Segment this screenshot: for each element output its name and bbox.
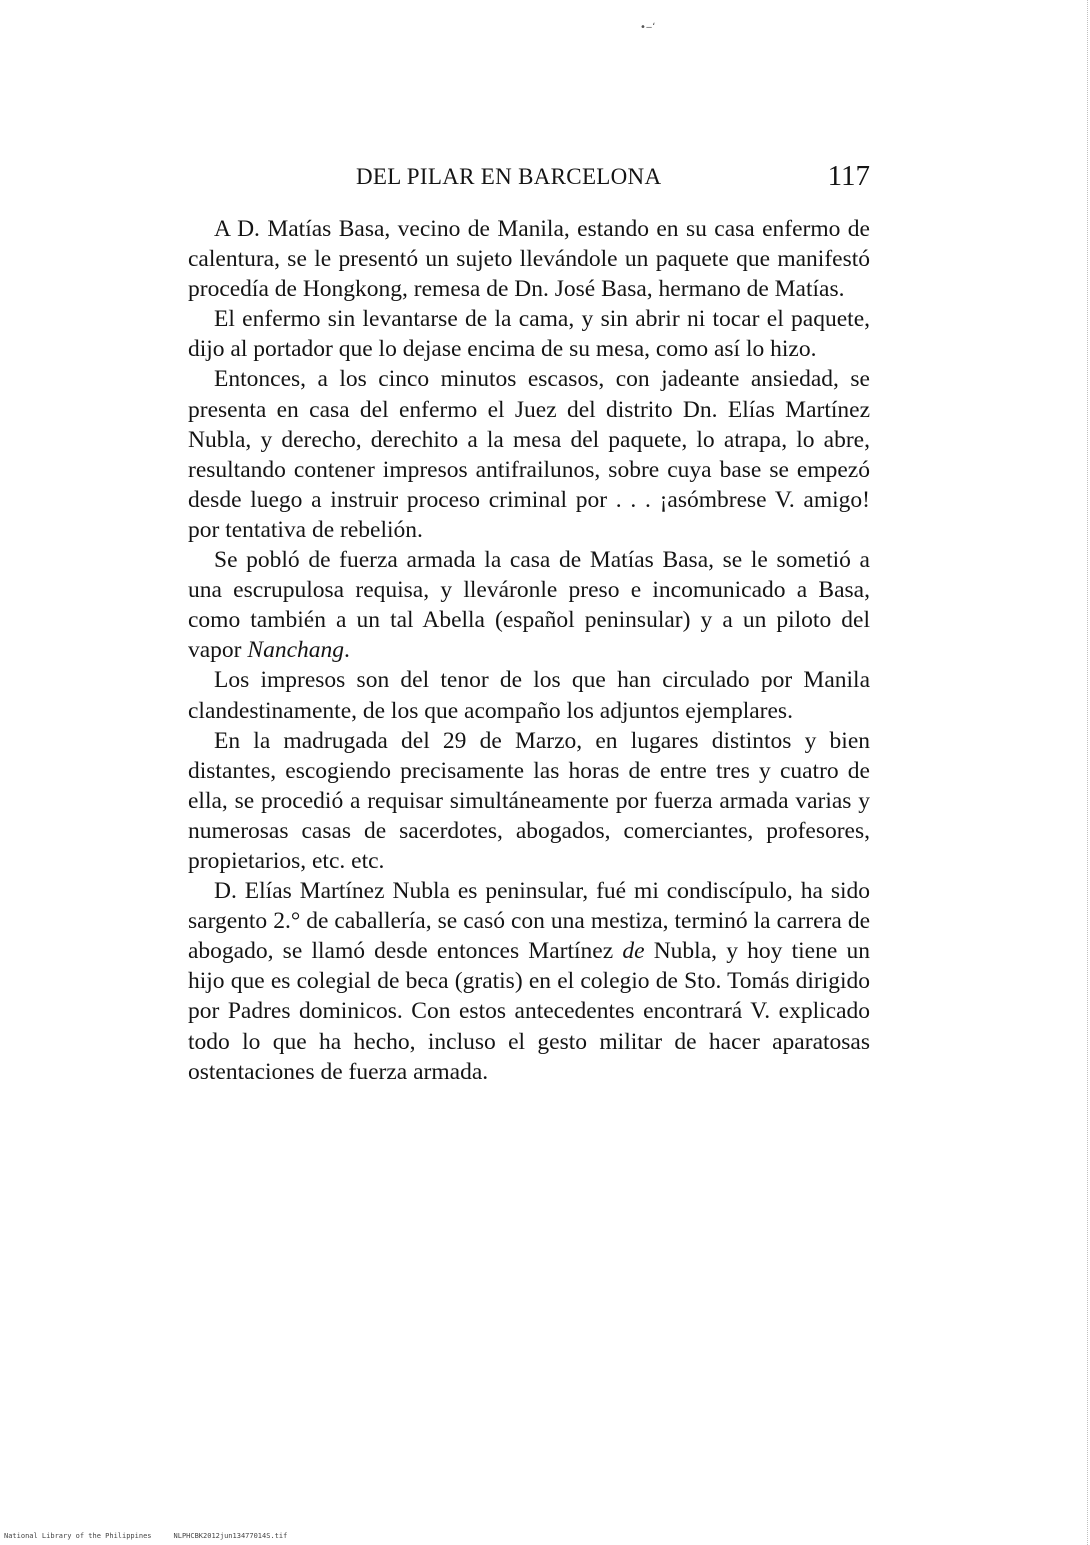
- paragraph-4-text-after: .: [344, 637, 350, 664]
- page-edge-dotted-line: [1087, 0, 1088, 1545]
- paragraph-4: [188, 545, 870, 665]
- footer-file-id: NLPHCBK2012jun13477014S.tif: [173, 1532, 288, 1540]
- running-title: DEL PILAR EN BARCELONA: [356, 164, 662, 189]
- paragraph-7-italic-word: de: [622, 938, 645, 965]
- paragraph-1: A D. Matías Basa, vecino de Manila, estando en su casa enfermo de calentura, se le presentó un sujeto llevándole un paquete que manifestó procedía de Hongkong, remesa de Dn. José Basa, hermano de Matías.: [188, 216, 870, 303]
- scan-artifact-mark: •‒ʻ: [640, 22, 656, 33]
- paragraph-5: Los impresos son del tenor de los que han circulado por Manila clandestinamente, de los que acompaño los adjuntos ejemplares.: [188, 667, 870, 724]
- scan-footer: [4, 1532, 287, 1540]
- paragraph-7-text-after: Nubla, y hoy tiene un hijo que es colegial de beca (gratis) en el colegio de Sto. Tomás dirigido por Padres dominicos. Con estos antecedentes encontrará V. explicado todo lo que ha hecho, incluso el gesto militar de hacer aparatosas ostentaciones de fuerza armada.: [188, 938, 870, 1085]
- paragraph-4-text-before: Se pobló de fuerza armada la casa de Matías Basa, se le sometió a una escrupulosa requisa, y lleváronle preso e incomunicado a Basa, como también a un tal Abella (español peninsular) y a un piloto del vapor: [188, 547, 870, 664]
- paragraph-7-text-before: D. Elías Martínez Nubla es peninsular, fué mi condiscípulo, ha sido sargento 2.° de caballería, se casó con una mestiza, terminó la carrera de abogado, se llamó desde entonces Martínez: [188, 878, 870, 965]
- page-number: 117: [827, 160, 870, 192]
- body-text: [188, 214, 870, 1087]
- footer-library: National Library of the Philippines: [4, 1532, 152, 1540]
- running-header: [188, 160, 870, 196]
- paragraph-4-italic-ship-name: Nanchang: [247, 637, 344, 664]
- paragraph-7: [188, 876, 870, 1087]
- paragraph-2: El enfermo sin levantarse de la cama, y sin abrir ni tocar el paquete, dijo al portador que lo dejase encima de su mesa, como así lo hizo.: [188, 306, 870, 363]
- paragraph-6: En la madrugada del 29 de Marzo, en lugares distintos y bien distantes, escogiendo precisamente las horas de entre tres y cuatro de ella, se procedió a requisar simultáneamente por fuerza armada varias y numerosas casas de sacerdotes, abogados, comerciantes, profesores, propietarios, etc. etc.: [188, 727, 870, 874]
- paragraph-3: Entonces, a los cinco minutos escasos, con jadeante ansiedad, se presenta en casa del enfermo el Juez del distrito Dn. Elías Martínez Nubla, y derecho, derechito a la mesa del paquete, lo atrapa, lo abre, resultando contener impresos antifrailunos, sobre cuya base se empezó desde luego a instruir proceso criminal por . . . ¡asómbrese V. amigo! por tentativa de rebelión.: [188, 366, 870, 543]
